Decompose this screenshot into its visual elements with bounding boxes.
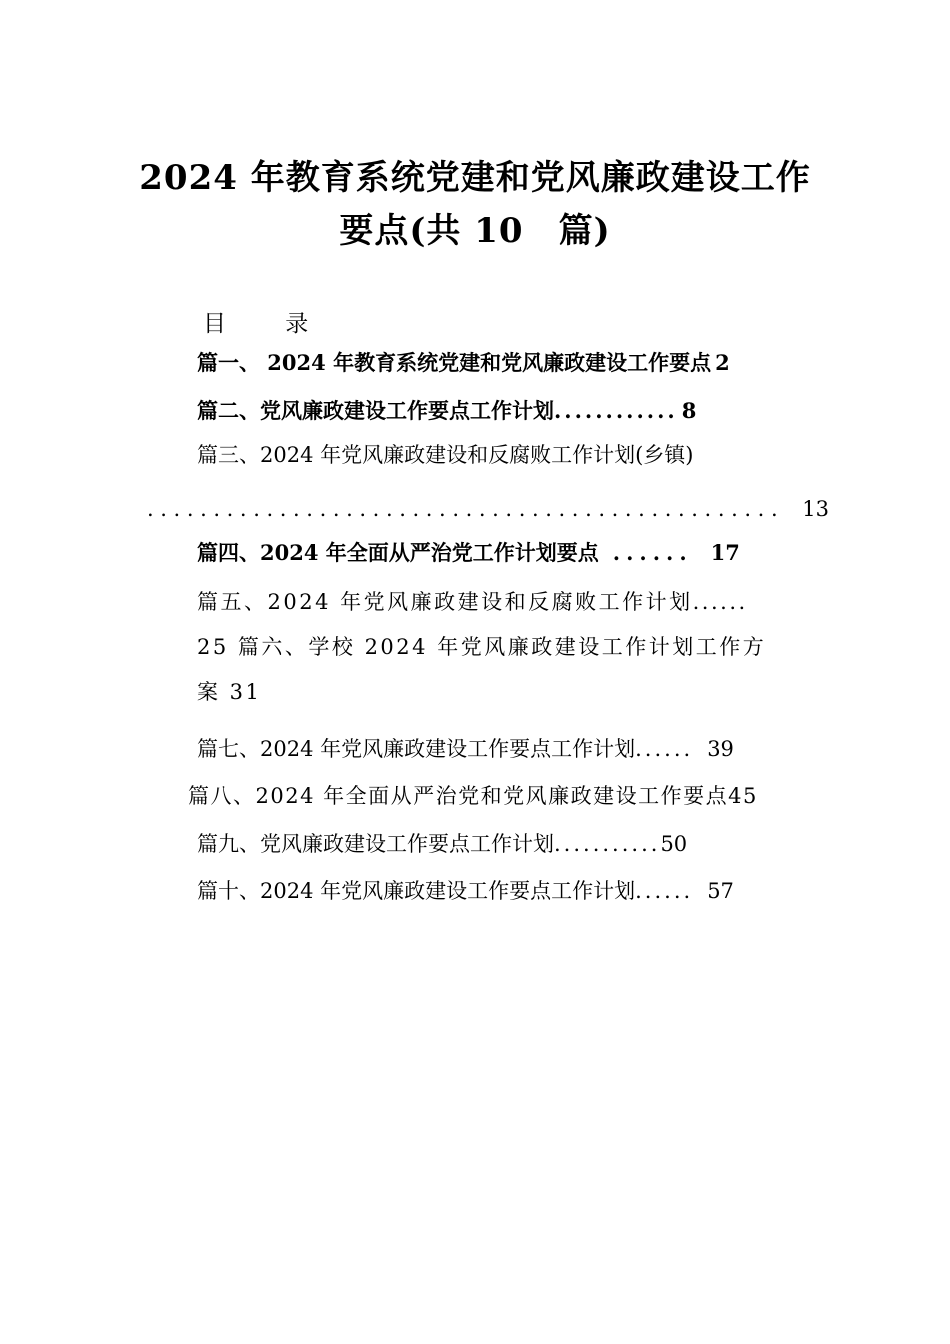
- toc-entry-page: 57: [707, 879, 734, 903]
- toc-entry-3[interactable]: [197, 443, 694, 468]
- toc-entry-5[interactable]: [197, 590, 748, 615]
- toc-entry-leader: ......: [612, 540, 693, 565]
- toc-entry-8[interactable]: [188, 784, 758, 809]
- toc-entry-leader: ......: [635, 737, 694, 761]
- toc-entry-leader: ......: [635, 879, 694, 903]
- toc-entry-label: 篇五、2024 年党风廉政建设和反腐败工作计划......: [197, 590, 748, 614]
- toc-entry-page: 39: [707, 737, 734, 761]
- toc-entry-7[interactable]: [197, 737, 734, 762]
- toc-entry-label: 篇十、2024 年党风廉政建设工作要点工作计划: [197, 879, 636, 903]
- document-title-line-2: 要点(共 10 篇): [339, 211, 611, 251]
- toc-entry-6-cont[interactable]: [197, 680, 261, 705]
- toc-entry-label: 篇一、 2024 年教育系统党建和党风廉政建设工作要点: [197, 350, 712, 375]
- toc-entry-label: 篇九、党风廉政建设工作要点工作计划: [197, 832, 554, 856]
- toc-entry-label: 案 31: [197, 680, 262, 704]
- toc-entry-10[interactable]: [197, 879, 734, 904]
- toc-entry-6[interactable]: [197, 635, 766, 660]
- toc-entry-leader: ............: [554, 398, 678, 423]
- toc-entry-label: 篇三、2024 年党风廉政建设和反腐败工作计划(乡镇): [197, 443, 694, 467]
- toc-entry-label: 篇四、2024 年全面从严治党工作计划要点: [197, 540, 599, 565]
- document-title-line-1: 2024 年教育系统党建和党风廉政建设工作: [139, 158, 811, 198]
- toc-entry-page: 45: [728, 784, 758, 808]
- toc-entry-page: 13: [802, 497, 829, 521]
- toc-entry-page: 17: [710, 540, 740, 565]
- toc-entry-label: 篇七、2024 年党风廉政建设工作要点工作计划: [197, 737, 636, 761]
- toc-entry-page: 2: [715, 350, 730, 375]
- toc-entry-page: 50: [660, 832, 688, 856]
- toc-entry-4[interactable]: [197, 540, 740, 565]
- toc-entry-leader: ................................................: [147, 497, 785, 521]
- toc-entry-2[interactable]: [197, 398, 696, 423]
- toc-entry-1[interactable]: [197, 350, 730, 375]
- toc-entry-page: 8: [681, 398, 697, 423]
- toc-entry-3-leader-line[interactable]: [147, 497, 829, 522]
- toc-heading: 目 录: [203, 311, 335, 337]
- toc-entry-9[interactable]: [197, 832, 687, 857]
- toc-entry-label: 篇八、2024 年全面从严治党和党风廉政建设工作要点: [188, 784, 729, 808]
- toc-entry-label: 篇二、党风廉政建设工作要点工作计划: [197, 398, 554, 423]
- toc-entry-leader: ...........: [554, 832, 661, 856]
- toc-entry-label: 25 篇六、学校 2024 年党风廉政建设工作计划工作方: [197, 635, 767, 659]
